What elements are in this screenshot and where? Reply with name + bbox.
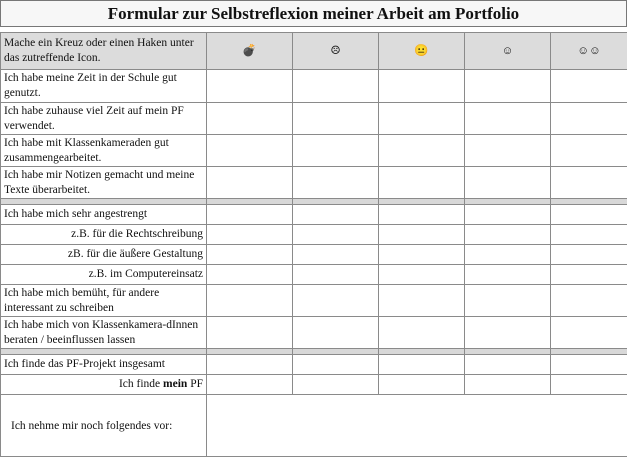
sad-face-icon: ☹: [293, 33, 379, 70]
row-label: z.B. für die Rechtschreibung: [1, 225, 207, 245]
rating-cell[interactable]: [379, 103, 465, 135]
row-label: Ich habe meine Zeit in der Schule gut genutzt.: [1, 70, 207, 103]
table-row: [1, 103, 627, 135]
table-row: [1, 225, 627, 245]
rating-cell[interactable]: [293, 245, 379, 265]
rating-cell[interactable]: [465, 135, 551, 167]
rating-cell[interactable]: [551, 375, 627, 395]
rating-cell[interactable]: [379, 245, 465, 265]
rating-cell[interactable]: [293, 167, 379, 199]
rating-cell[interactable]: [207, 70, 293, 103]
row-label: Ich habe mit Klassenkameraden gut zusammengearbeitet.: [1, 135, 207, 167]
instruction-cell: Mache ein Kreuz oder einen Haken unter das zutreffende Icon.: [1, 33, 207, 70]
rating-cell[interactable]: [465, 245, 551, 265]
table-row: [1, 317, 627, 349]
rating-cell[interactable]: [379, 70, 465, 103]
rating-cell[interactable]: [293, 355, 379, 375]
rating-cell[interactable]: [465, 167, 551, 199]
rating-cell[interactable]: [207, 135, 293, 167]
rating-cell[interactable]: [551, 285, 627, 317]
table-row: [1, 205, 627, 225]
mine-suffix: PF: [187, 378, 203, 390]
bomb-icon: 💣: [207, 33, 293, 70]
mine-bold: mein: [163, 378, 188, 390]
plan-input[interactable]: [207, 395, 627, 457]
double-smiley-icon: ☺☺: [551, 33, 627, 70]
row-label: Ich habe zuhause viel Zeit auf mein PF verwendet.: [1, 103, 207, 135]
rating-cell[interactable]: [551, 167, 627, 199]
rating-cell[interactable]: [293, 375, 379, 395]
rating-cell[interactable]: [379, 285, 465, 317]
table-row: [1, 285, 627, 317]
rating-cell[interactable]: [207, 205, 293, 225]
table-row: [1, 167, 627, 199]
plan-row: [1, 395, 627, 457]
row-label: Ich habe mich bemüht, für andere interessant zu schreiben: [1, 285, 207, 317]
header-row: [1, 33, 627, 70]
rating-cell[interactable]: [207, 355, 293, 375]
rating-cell[interactable]: [379, 265, 465, 285]
rating-cell[interactable]: [379, 375, 465, 395]
row-label: Ich habe mich von Klassenkamera-dInnen beraten / beeinflussen lassen: [1, 317, 207, 349]
rating-cell[interactable]: [293, 265, 379, 285]
rating-cell[interactable]: [551, 355, 627, 375]
rating-cell[interactable]: [465, 375, 551, 395]
rating-cell[interactable]: [293, 135, 379, 167]
rating-cell[interactable]: [293, 225, 379, 245]
rating-cell[interactable]: [465, 225, 551, 245]
rating-cell[interactable]: [293, 205, 379, 225]
row-label: Ich habe mir Notizen gemacht und meine Texte überarbeitet.: [1, 167, 207, 199]
table-row: [1, 70, 627, 103]
page-title: Formular zur Selbstreflexion meiner Arbeit am Portfolio: [0, 0, 627, 27]
row-label: zB. für die äußere Gestaltung: [1, 245, 207, 265]
rating-cell[interactable]: [551, 135, 627, 167]
smiley-face-icon: ☺: [465, 33, 551, 70]
rating-cell[interactable]: [465, 265, 551, 285]
table-row: [1, 375, 627, 395]
rating-cell[interactable]: [379, 135, 465, 167]
plan-label: Ich nehme mir noch folgendes vor:: [1, 395, 207, 457]
table-row: [1, 355, 627, 375]
rating-cell[interactable]: [551, 205, 627, 225]
row-label: Ich habe mich sehr angestrengt: [1, 205, 207, 225]
rating-cell[interactable]: [207, 103, 293, 135]
rating-cell[interactable]: [293, 70, 379, 103]
rating-cell[interactable]: [207, 375, 293, 395]
row-label: Ich finde das PF-Projekt insgesamt: [1, 355, 207, 375]
rating-cell[interactable]: [379, 317, 465, 349]
table-row: [1, 245, 627, 265]
rating-cell[interactable]: [207, 285, 293, 317]
table-row: [1, 265, 627, 285]
rating-cell[interactable]: [293, 317, 379, 349]
row-label: [1, 375, 207, 395]
rating-cell[interactable]: [207, 265, 293, 285]
table-row: [1, 135, 627, 167]
rating-cell[interactable]: [379, 167, 465, 199]
rating-cell[interactable]: [551, 103, 627, 135]
rating-cell[interactable]: [551, 245, 627, 265]
rating-cell[interactable]: [465, 285, 551, 317]
mine-prefix: Ich finde: [118, 378, 164, 390]
rating-cell[interactable]: [551, 317, 627, 349]
rating-cell[interactable]: [207, 317, 293, 349]
reflection-table: [0, 32, 627, 457]
rating-cell[interactable]: [465, 103, 551, 135]
rating-cell[interactable]: [551, 225, 627, 245]
rating-cell[interactable]: [379, 355, 465, 375]
rating-cell[interactable]: [379, 205, 465, 225]
rating-cell[interactable]: [379, 225, 465, 245]
rating-cell[interactable]: [551, 265, 627, 285]
neutral-face-icon: 😐: [379, 33, 465, 70]
rating-cell[interactable]: [465, 355, 551, 375]
rating-cell[interactable]: [465, 317, 551, 349]
rating-cell[interactable]: [293, 285, 379, 317]
rating-cell[interactable]: [551, 70, 627, 103]
rating-cell[interactable]: [207, 225, 293, 245]
rating-cell[interactable]: [207, 167, 293, 199]
rating-cell[interactable]: [465, 70, 551, 103]
rating-cell[interactable]: [293, 103, 379, 135]
rating-cell[interactable]: [207, 245, 293, 265]
rating-cell[interactable]: [465, 205, 551, 225]
row-label: z.B. im Computereinsatz: [1, 265, 207, 285]
